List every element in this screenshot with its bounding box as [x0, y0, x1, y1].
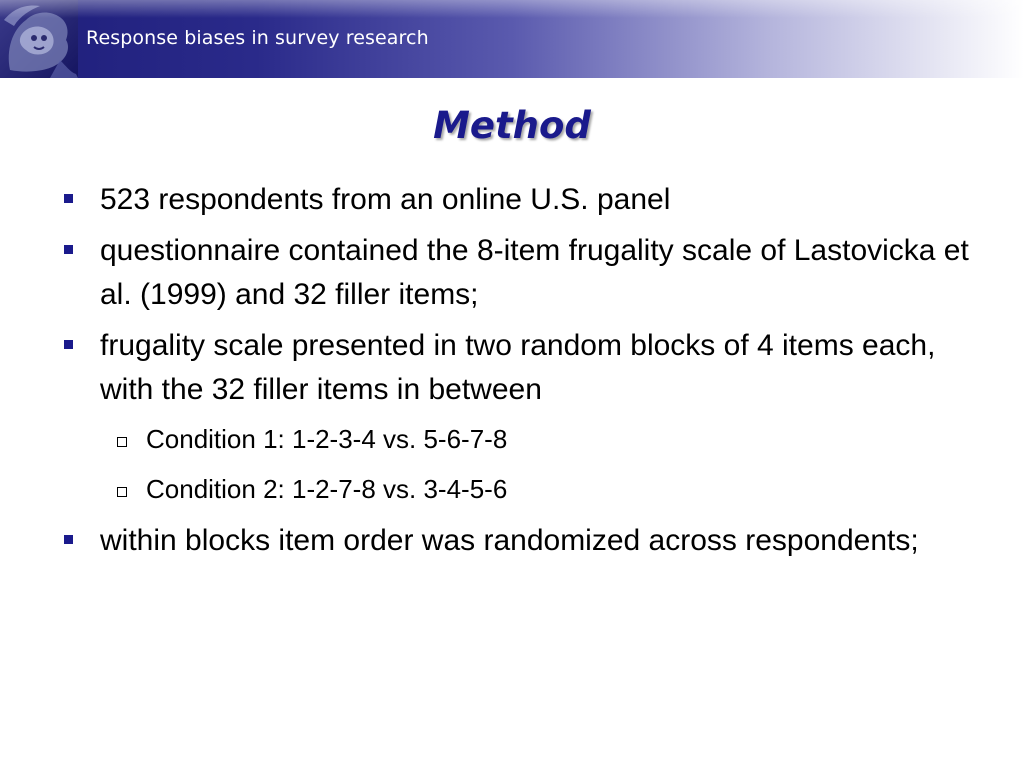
square-bullet-icon	[64, 194, 73, 203]
sub-bullet-item	[62, 419, 982, 459]
bullet-text: frugality scale presented in two random blocks of 4 items each, with the 32 filler items in between	[100, 329, 936, 406]
header-title: Response biases in survey research	[86, 27, 429, 49]
bullet-item	[62, 519, 982, 563]
square-bullet-icon	[64, 340, 73, 349]
hollow-square-bullet-icon	[117, 487, 127, 497]
square-bullet-icon	[64, 535, 73, 544]
sub-bullet-text: Condition 2: 1-2-7-8 vs. 3-4-5-6	[146, 474, 508, 504]
bullet-text: questionnaire contained the 8-item frugality scale of Lastovicka et al. (1999) and 32 filler items;	[100, 234, 969, 311]
lion-logo-icon	[0, 0, 78, 78]
sub-bullet-text: Condition 1: 1-2-3-4 vs. 5-6-7-8	[146, 424, 508, 454]
slide-title: Method	[433, 104, 591, 147]
bullet-text: 523 respondents from an online U.S. panel	[100, 183, 671, 216]
bullet-list	[62, 178, 982, 570]
bullet-item	[62, 178, 982, 222]
header-band	[0, 0, 1024, 78]
bullet-text: within blocks item order was randomized across respondents;	[100, 524, 919, 557]
bullet-item	[62, 324, 982, 412]
square-bullet-icon	[64, 245, 73, 254]
sub-bullet-item	[62, 469, 982, 509]
hollow-square-bullet-icon	[117, 437, 127, 447]
bullet-item	[62, 229, 982, 317]
